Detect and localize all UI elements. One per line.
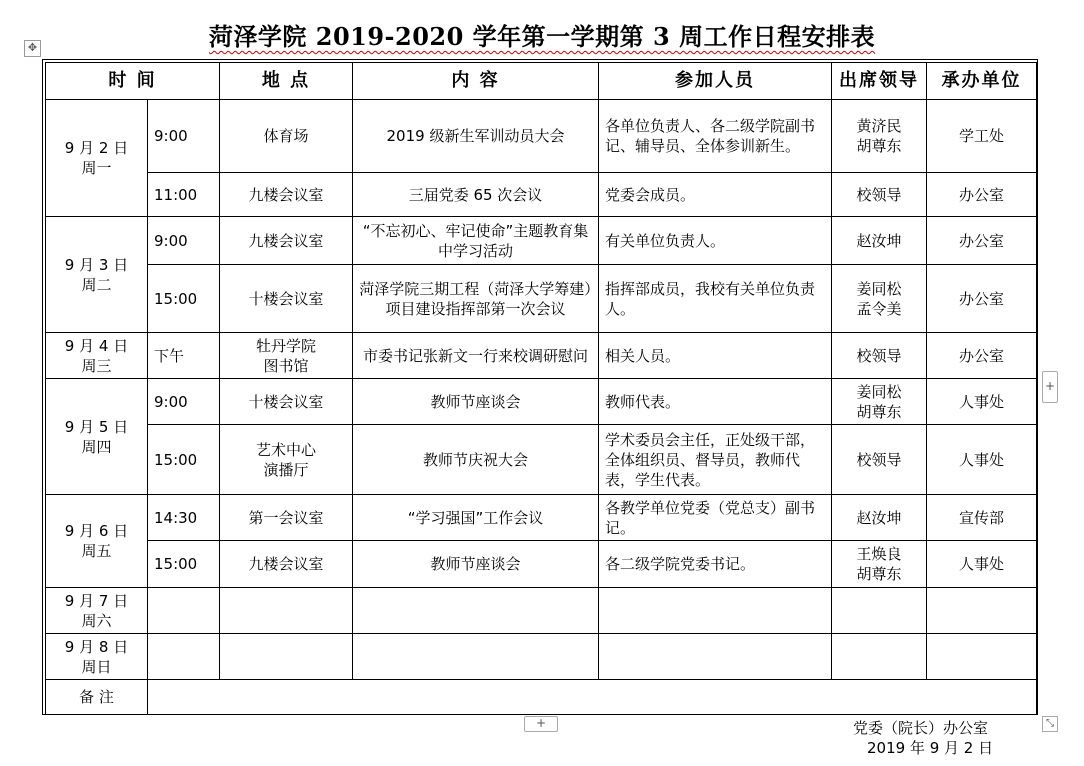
place-cell: 体育场 — [220, 100, 353, 173]
participants-cell: 各单位负责人、各二级学院副书记、辅导员、全体参训新生。 — [599, 100, 832, 173]
leader-cell: 校领导 — [832, 425, 927, 495]
empty-cell[interactable] — [927, 588, 1037, 634]
organizer-cell: 办公室 — [927, 333, 1037, 379]
participants-cell: 指挥部成员，我校有关单位负责人。 — [599, 265, 832, 333]
empty-cell[interactable] — [353, 588, 599, 634]
table-row — [46, 379, 1037, 425]
footer-date: 2019 年 9 月 2 日 — [867, 739, 994, 757]
content-cell: 教师节庆祝大会 — [353, 425, 599, 495]
place-cell: 九楼会议室 — [220, 173, 353, 217]
content-cell: 2019 级新生军训动员大会 — [353, 100, 599, 173]
time-cell: 11:00 — [148, 173, 220, 217]
content-cell: “不忘初心、牢记使命”主题教育集中学习活动 — [353, 217, 599, 265]
content-cell: 教师节座谈会 — [353, 541, 599, 588]
add-column-icon[interactable]: + — [1042, 371, 1058, 403]
table-row — [46, 265, 1037, 333]
leader-cell: 姜同松 胡尊东 — [832, 379, 927, 425]
time-cell: 15:00 — [148, 425, 220, 495]
page-title: 菏泽学院 2019-2020 学年第一学期第 3 周工作日程安排表 — [208, 22, 876, 51]
participants-cell: 有关单位负责人。 — [599, 217, 832, 265]
remarks-value[interactable] — [148, 680, 1037, 715]
place-cell: 艺术中心 演播厅 — [220, 425, 353, 495]
header-leader: 出席领导 — [832, 63, 927, 100]
date-cell-thu: 9 月 5 日 周四 — [46, 379, 148, 495]
header-participants: 参加人员 — [599, 63, 832, 100]
table-row — [46, 333, 1037, 379]
table-row — [46, 425, 1037, 495]
organizer-cell: 人事处 — [927, 425, 1037, 495]
table-row — [46, 634, 1037, 680]
place-cell: 牡丹学院 图书馆 — [220, 333, 353, 379]
time-cell: 15:00 — [148, 541, 220, 588]
table-row — [46, 217, 1037, 265]
content-cell: 教师节座谈会 — [353, 379, 599, 425]
date-cell-sun: 9 月 8 日 周日 — [46, 634, 148, 680]
time-cell: 9:00 — [148, 217, 220, 265]
leader-cell: 校领导 — [832, 333, 927, 379]
time-cell: 14:30 — [148, 495, 220, 541]
table-row — [46, 173, 1037, 217]
leader-cell: 赵汝坤 — [832, 217, 927, 265]
date-cell-sat: 9 月 7 日 周六 — [46, 588, 148, 634]
organizer-cell: 人事处 — [927, 541, 1037, 588]
leader-cell: 姜同松 孟令美 — [832, 265, 927, 333]
header-time: 时 间 — [46, 63, 220, 100]
schedule-table — [45, 62, 1037, 715]
time-cell: 15:00 — [148, 265, 220, 333]
organizer-cell: 宣传部 — [927, 495, 1037, 541]
empty-cell[interactable] — [220, 634, 353, 680]
empty-cell[interactable] — [599, 634, 832, 680]
empty-cell[interactable] — [220, 588, 353, 634]
time-cell: 9:00 — [148, 379, 220, 425]
header-place: 地 点 — [220, 63, 353, 100]
place-cell: 九楼会议室 — [220, 217, 353, 265]
time-cell: 下午 — [148, 333, 220, 379]
leader-cell: 黄济民 胡尊东 — [832, 100, 927, 173]
empty-cell[interactable] — [599, 588, 832, 634]
participants-cell: 党委会成员。 — [599, 173, 832, 217]
footer-office: 党委（院长）办公室 — [853, 719, 989, 737]
time-cell: 9:00 — [148, 100, 220, 173]
table-row — [46, 541, 1037, 588]
table-move-icon[interactable]: ✥ — [24, 40, 41, 57]
empty-cell[interactable] — [148, 588, 220, 634]
remarks-label: 备 注 — [46, 680, 148, 715]
participants-cell: 相关人员。 — [599, 333, 832, 379]
organizer-cell: 人事处 — [927, 379, 1037, 425]
organizer-cell: 办公室 — [927, 217, 1037, 265]
table-row — [46, 588, 1037, 634]
place-cell: 十楼会议室 — [220, 379, 353, 425]
place-cell: 九楼会议室 — [220, 541, 353, 588]
leader-cell: 王焕良 胡尊东 — [832, 541, 927, 588]
leader-cell: 校领导 — [832, 173, 927, 217]
empty-cell[interactable] — [927, 634, 1037, 680]
participants-cell: 各教学单位党委（党总支）副书记。 — [599, 495, 832, 541]
date-cell-fri: 9 月 6 日 周五 — [46, 495, 148, 588]
organizer-cell: 办公室 — [927, 265, 1037, 333]
content-cell: 三届党委 65 次会议 — [353, 173, 599, 217]
date-cell-wed: 9 月 4 日 周三 — [46, 333, 148, 379]
participants-cell: 各二级学院党委书记。 — [599, 541, 832, 588]
header-organizer: 承办单位 — [927, 63, 1037, 100]
table-row — [46, 100, 1037, 173]
table-row — [46, 495, 1037, 541]
header-content: 内 容 — [353, 63, 599, 100]
content-cell: 菏泽学院三期工程（菏泽大学筹建）项目建设指挥部第一次会议 — [353, 265, 599, 333]
empty-cell[interactable] — [148, 634, 220, 680]
add-row-icon[interactable]: + — [524, 716, 558, 732]
leader-cell: 赵汝坤 — [832, 495, 927, 541]
participants-cell: 学术委员会主任，正处级干部，全体组织员、督导员，教师代表，学生代表。 — [599, 425, 832, 495]
table-resize-icon[interactable]: ⤡ — [1042, 716, 1058, 732]
date-cell-tue: 9 月 3 日 周二 — [46, 217, 148, 333]
empty-cell[interactable] — [832, 588, 927, 634]
content-cell: “学习强国”工作会议 — [353, 495, 599, 541]
organizer-cell: 办公室 — [927, 173, 1037, 217]
date-cell-mon: 9 月 2 日 周一 — [46, 100, 148, 217]
remarks-row — [46, 680, 1037, 715]
organizer-cell: 学工处 — [927, 100, 1037, 173]
content-cell: 市委书记张新文一行来校调研慰问 — [353, 333, 599, 379]
place-cell: 第一会议室 — [220, 495, 353, 541]
header-row — [46, 63, 1037, 100]
participants-cell: 教师代表。 — [599, 379, 832, 425]
empty-cell[interactable] — [832, 634, 927, 680]
place-cell: 十楼会议室 — [220, 265, 353, 333]
empty-cell[interactable] — [353, 634, 599, 680]
